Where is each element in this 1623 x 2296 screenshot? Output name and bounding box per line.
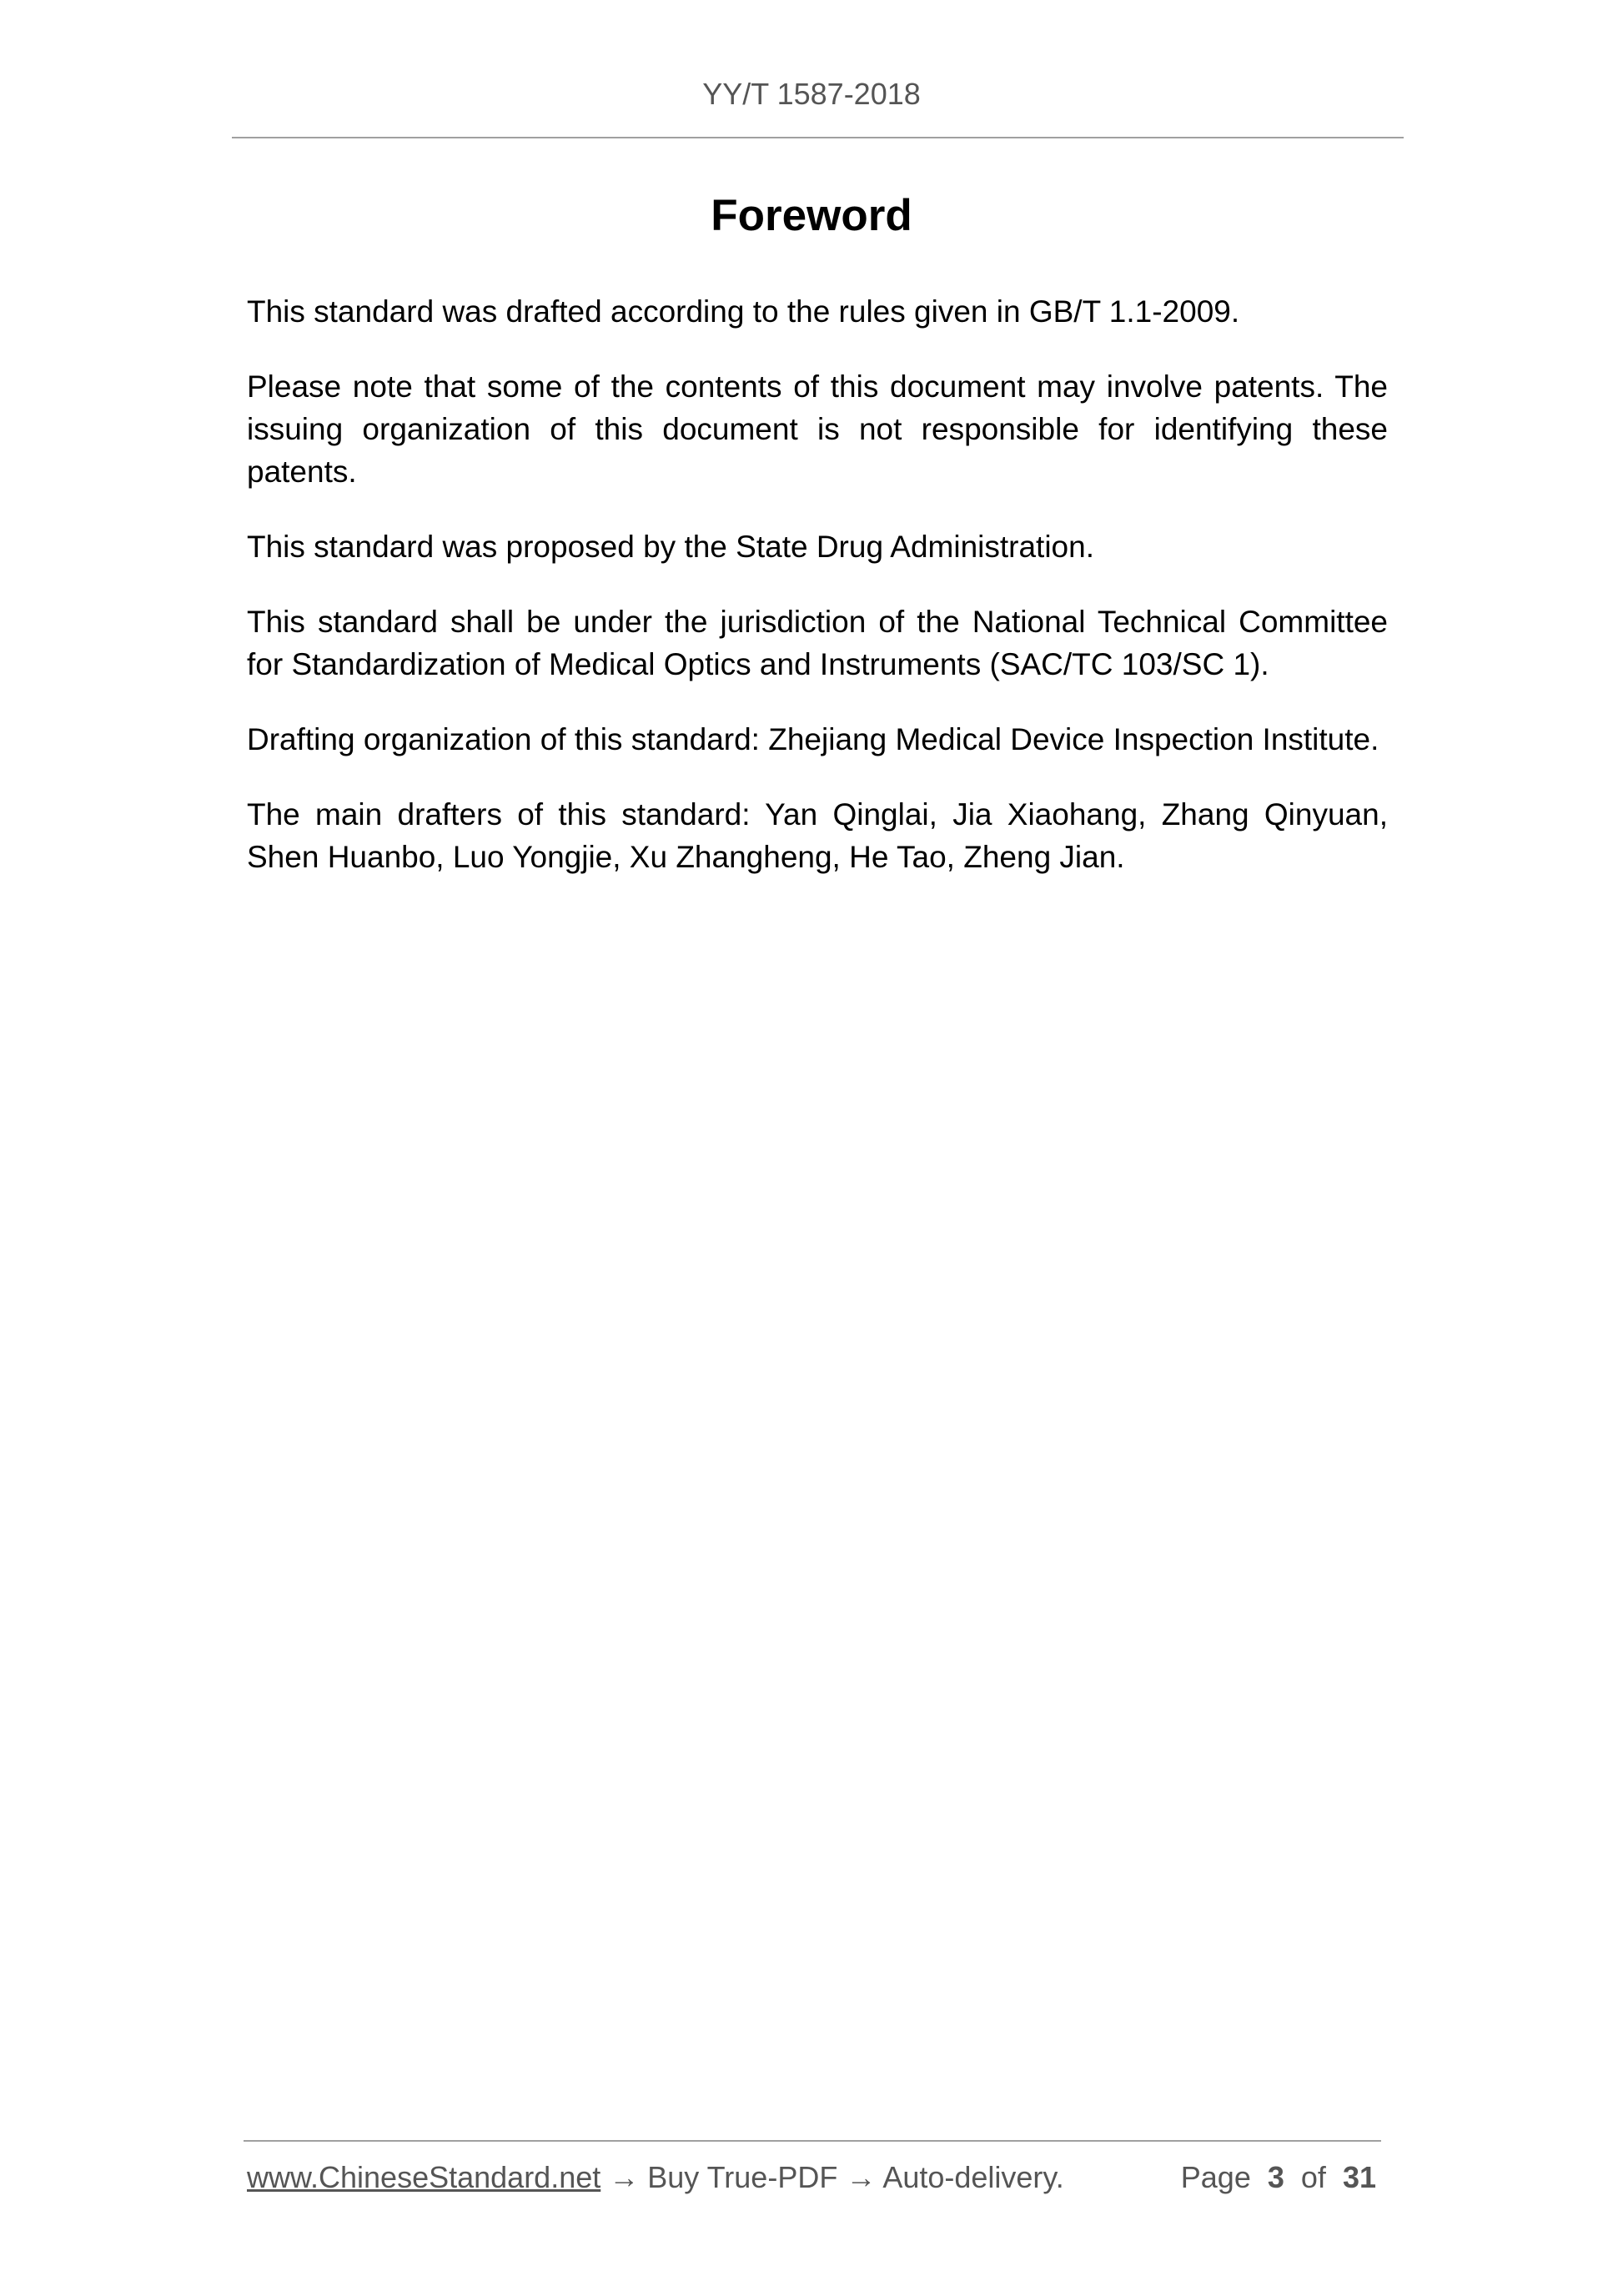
paragraph: Drafting organization of this standard: Zhejiang Medical Device Inspection Institute.	[247, 722, 1379, 756]
footer-tagline: → Buy True-PDF → Auto-delivery.	[600, 2160, 1064, 2194]
page-indicator	[1181, 2160, 1376, 2195]
page-current: 3	[1267, 2160, 1284, 2194]
of-label: of	[1300, 2160, 1326, 2194]
paragraph: The main drafters of this standard: Yan Qinglai, Jia Xiaohang, Zhang Qinyuan, Shen Huanbo, Luo Yongjie, Xu Zhangheng, He Tao, Zheng Jian.	[247, 797, 1388, 874]
footer	[247, 2160, 1376, 2195]
paragraph: This standard shall be under the jurisdiction of the National Technical Committee for Standardization of Medical Optics and Instruments (SAC/TC 103/SC 1).	[247, 605, 1388, 681]
page-total: 31	[1342, 2160, 1376, 2194]
header-standard-code: YY/T 1587-2018	[702, 77, 921, 111]
footer-divider	[244, 2140, 1381, 2142]
footer-promo	[247, 2160, 1064, 2195]
website-link[interactable]: www.ChineseStandard.net	[247, 2160, 601, 2194]
paragraph: This standard was drafted according to the rules given in GB/T 1.1-2009.	[247, 294, 1240, 329]
document-body	[247, 290, 1388, 911]
page-title: Foreword	[711, 191, 912, 240]
header-divider	[232, 137, 1404, 138]
paragraph: Please note that some of the contents of this document may involve patents. The issuing organization of this document is not responsible for identifying these patents.	[247, 369, 1388, 489]
page-label: Page	[1180, 2160, 1251, 2194]
paragraph: This standard was proposed by the State Drug Administration.	[247, 530, 1094, 564]
